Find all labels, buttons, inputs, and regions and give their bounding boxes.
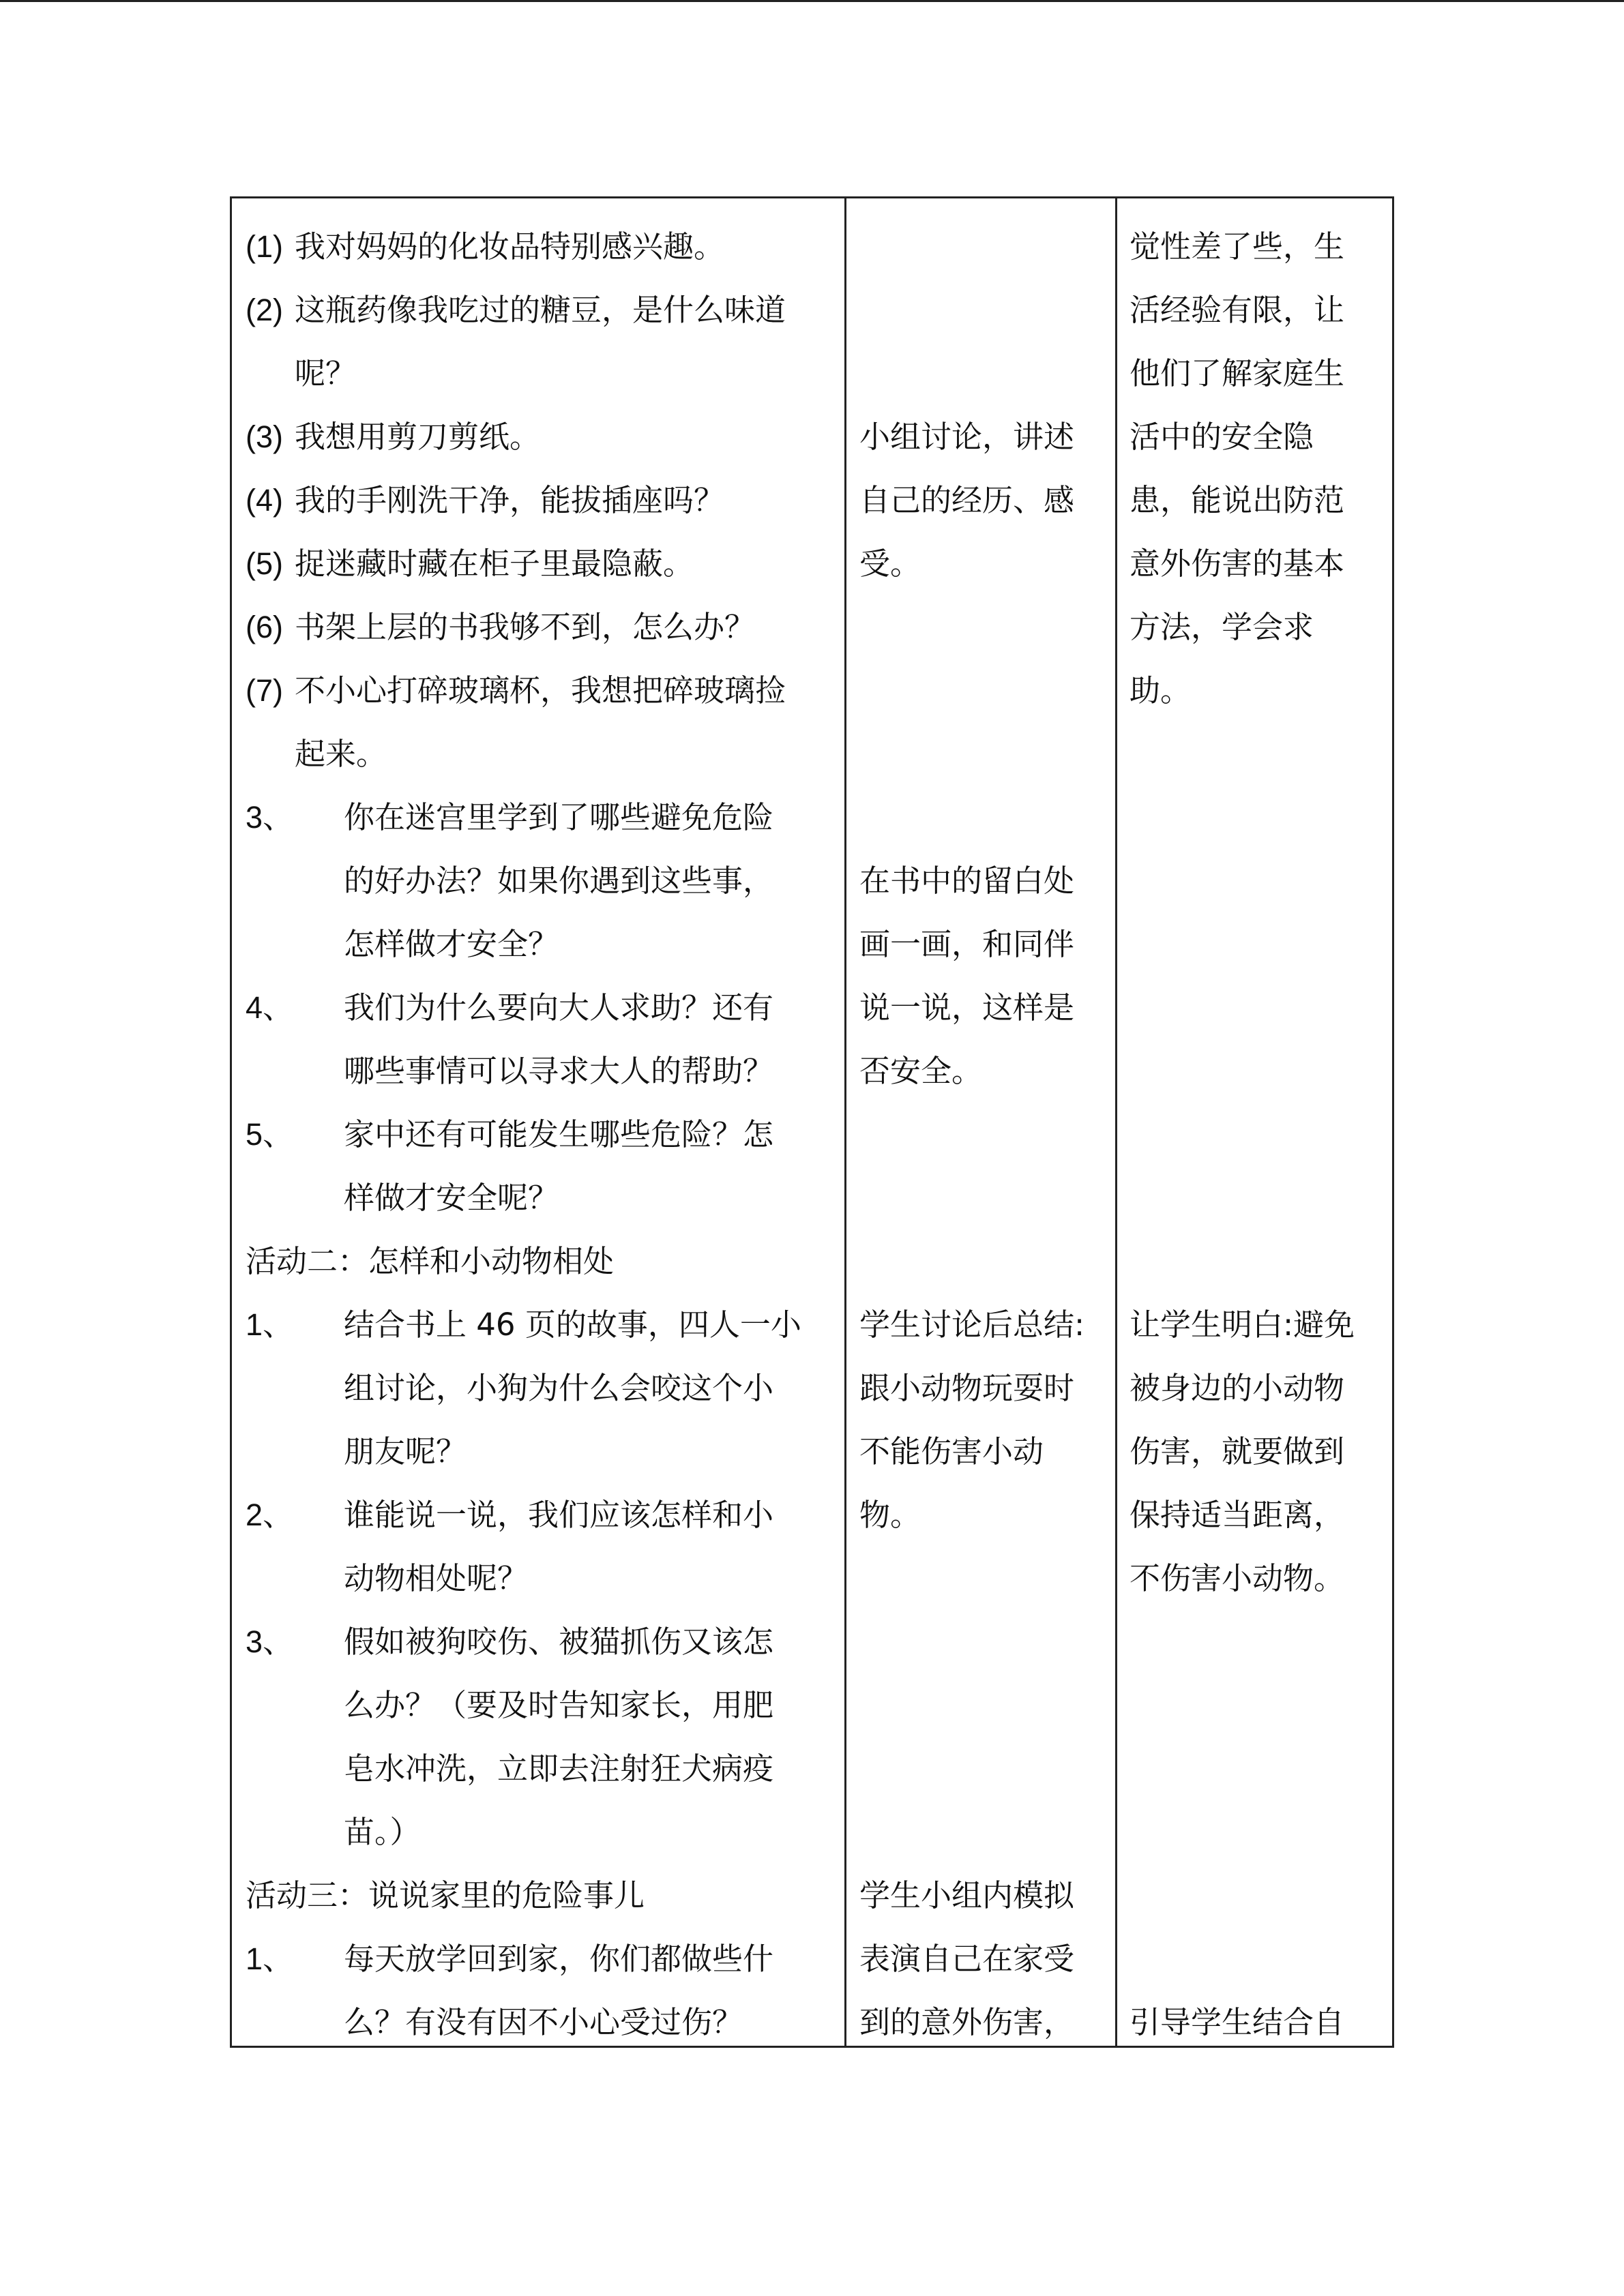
intent-block-1: [1130, 215, 1389, 722]
activity-block-2-line: 画一画，和同伴: [859, 926, 1075, 962]
intent-block-2: [1130, 1293, 1389, 1610]
item-7: (7) 不小心打碎玻璃杯，我想把碎玻璃捡: [246, 672, 786, 709]
activity-block-3-line: 跟小动物玩耍时: [859, 1370, 1075, 1406]
column-divider-1: [844, 198, 846, 2046]
lesson-plan-table: [230, 196, 1394, 2048]
question-3: 3、 你在迷宫里学到了哪些避免危险: [246, 799, 774, 835]
activity-2-title: 活动二：怎样和小动物相处: [246, 1243, 615, 1279]
intent-block-1-line: 活经验有限，让: [1130, 292, 1345, 328]
activity-block-1: [859, 405, 1105, 595]
activity-block-2-line: 否安全。: [859, 1053, 983, 1089]
question-3-cont-2: 怎样做才安全？: [344, 926, 559, 962]
activity-block-3-line: 物。: [859, 1497, 921, 1533]
item-5: (5) 捉迷藏时藏在柜子里最隐蔽。: [246, 546, 694, 582]
intent-block-1-line: 方法，学会求: [1130, 609, 1314, 645]
question-4: 4、 我们为什么要向大人求助？还有: [246, 989, 774, 1026]
page-top-edge: [0, 0, 1624, 2]
activity-block-3-line: 学生讨论后总结:: [859, 1307, 1085, 1343]
activity-block-4-line: 学生小组内模拟: [859, 1877, 1075, 1913]
intent-block-2-line: 让学生明白:避免: [1130, 1307, 1355, 1343]
activity-block-4: [859, 1864, 1105, 2054]
question-5-cont: 样做才安全呢？: [344, 1180, 559, 1216]
activity-2-question-2-cont: 动物相处呢？: [344, 1560, 529, 1596]
intent-block-1-line: 觉性差了些，生: [1130, 228, 1345, 265]
activity-block-3-line: 不能伤害小动: [859, 1433, 1044, 1470]
item-7-cont: 起来。: [295, 736, 387, 772]
teaching-process-column: [246, 215, 832, 2054]
activity-2-question-3-cont-3: 苗。）: [344, 1814, 421, 1850]
activity-2-question-1-cont-2: 朋友呢？: [344, 1433, 467, 1470]
activity-block-1-line: 小组讨论，讲述: [859, 419, 1075, 455]
activity-2-question-1-cont-1: 组讨论，小狗为什么会咬这个小: [344, 1370, 774, 1406]
activity-block-2-line: 在书中的留白处: [859, 863, 1075, 899]
intent-block-2-line: 不伤害小动物。: [1130, 1560, 1345, 1596]
activity-block-1-line: 自己的经历、感: [859, 482, 1075, 518]
intent-block-2-line: 被身边的小动物: [1130, 1370, 1345, 1406]
activity-block-4-line: 表演自己在家受: [859, 1941, 1075, 1977]
activity-block-3: [859, 1293, 1105, 1547]
item-2-cont: 呢？: [295, 355, 357, 391]
intent-block-1-line: 活中的安全隐: [1130, 419, 1314, 455]
intent-block-1-line: 助。: [1130, 672, 1192, 709]
intent-block-2-line: 伤害，就要做到: [1130, 1433, 1345, 1470]
activity-block-1-line: 受。: [859, 546, 921, 582]
intent-block-1-line: 他们了解家庭生: [1130, 355, 1345, 391]
column-divider-2: [1115, 198, 1117, 2046]
activity-2-question-2: 2、 谁能说一说，我们应该怎样和小: [246, 1497, 774, 1533]
activity-3-question-1: 1、 每天放学回到家，你们都做些什: [246, 1941, 774, 1977]
intent-block-1-line: 意外伤害的基本: [1130, 546, 1345, 582]
item-1: (1) 我对妈妈的化妆品特别感兴趣。: [246, 228, 725, 265]
question-4-cont: 哪些事情可以寻求大人的帮助？: [344, 1053, 774, 1089]
activity-block-4-line: 到的意外伤害，: [859, 2004, 1075, 2040]
activity-3-question-1-cont: 么？有没有因不小心受过伤？: [344, 2004, 743, 2040]
activity-block-2-line: 说一说，这样是: [859, 989, 1075, 1026]
item-6: (6) 书架上层的书我够不到，怎么办？: [246, 609, 756, 645]
activity-2-question-3: 3、 假如被狗咬伤、被猫抓伤又该怎: [246, 1624, 774, 1660]
intent-block-3: [1130, 1991, 1389, 2054]
activity-2-question-3-cont-2: 皂水冲洗，立即去注射狂犬病疫: [344, 1750, 774, 1787]
intent-block-1-line: 患，能说出防范: [1130, 482, 1345, 518]
intent-block-3-line: 引导学生结合自: [1130, 2004, 1345, 2040]
activity-2-question-1: 1、 结合书上 46 页的故事，四人一小: [246, 1307, 801, 1343]
activity-2-question-3-cont-1: 么办？（要及时告知家长，用肥: [344, 1687, 774, 1723]
item-4: (4) 我的手刚洗干净，能拔插座吗？: [246, 482, 725, 518]
item-3: (3) 我想用剪刀剪纸。: [246, 419, 541, 455]
activity-block-2: [859, 849, 1105, 1103]
activity-3-title: 活动三：说说家里的危险事儿: [246, 1877, 645, 1913]
question-3-cont-1: 的好办法？如果你遇到这些事，: [344, 863, 774, 899]
question-5: 5、 家中还有可能发生哪些危险？怎: [246, 1116, 774, 1152]
intent-block-2-line: 保持适当距离，: [1130, 1497, 1345, 1533]
item-2: (2) 这瓶药像我吃过的糖豆，是什么味道: [246, 292, 786, 328]
